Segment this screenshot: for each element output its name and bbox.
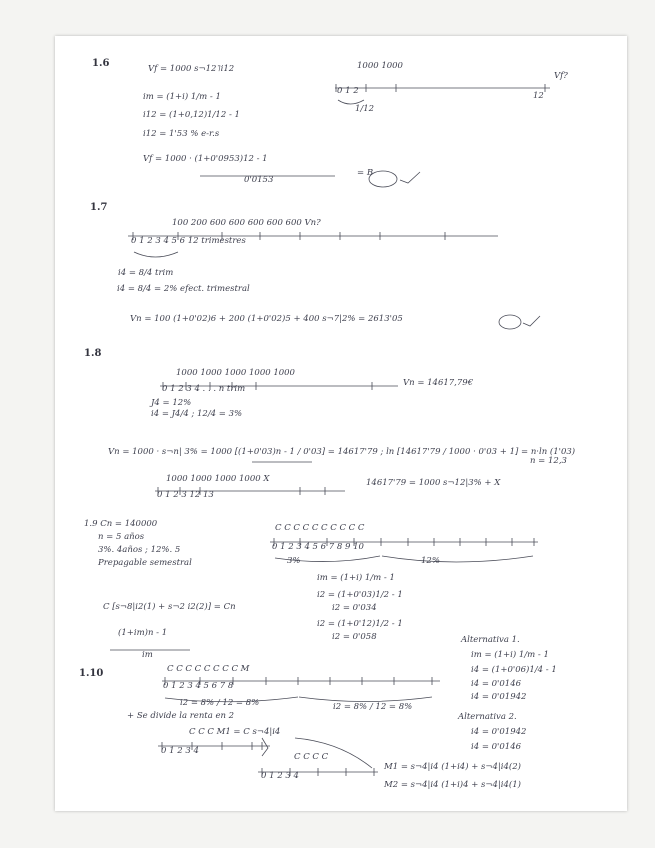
handwritten-line: C C C C [294, 752, 329, 762]
exercise-number: 1.8 [84, 348, 102, 359]
handwritten-line: i4 = (1+0'06)1/4 - 1 [471, 665, 557, 675]
handwritten-line: i4 = 0'0146 [471, 679, 522, 689]
answer-circle-1-7 [499, 315, 521, 329]
handwritten-line: 0 1 2 3 4 [161, 746, 199, 756]
handwritten-line: im = (1+i) 1/m - 1 [317, 573, 395, 583]
handwritten-line: 1000 1000 1000 1000 X [166, 474, 270, 484]
handwritten-line: C C C C C C C C M [167, 664, 250, 674]
handwritten-line: n = 12,3 [530, 456, 567, 466]
handwritten-line: (1+im)n - 1 [118, 628, 168, 638]
handwritten-line: Vf? [554, 71, 568, 81]
handwritten-line: i4 = 0'01942 [471, 692, 527, 702]
handwritten-line: Alternativa 2. [458, 712, 517, 722]
handwritten-line: Alternativa 1. [461, 635, 520, 645]
handwritten-line: M1 = s¬4|i4 (1+i4) + s¬4|i4(2) [384, 762, 521, 772]
handwritten-line: Vn = 14617,79€ [403, 378, 474, 388]
exercise-number: 1.6 [92, 58, 110, 69]
handwritten-line: i2 = (1+0'03)1/2 - 1 [317, 590, 403, 600]
handwritten-line: C [s¬8|i2(1) + s¬2 i2(2)] = Cn [103, 602, 236, 612]
handwritten-line: 0 1 2 3 12 13 [157, 490, 214, 500]
handwritten-line: 12 [533, 91, 544, 101]
handwritten-line: i2 = 8% / 12 = 8% [180, 698, 260, 708]
handwritten-line: 0 1 2 3 4 [261, 771, 299, 781]
handwritten-line: i2 = (1+0'12)1/2 - 1 [317, 619, 403, 629]
handwritten-line: + Se divide la renta en 2 [127, 711, 235, 721]
handwritten-line: i4 = 8/4 = 2% efect. trimestral [117, 284, 250, 294]
handwritten-line: Vn = 1000 · s¬n| 3% = 1000 [(1+0'03)n - 1 / 0'03] = 14617'79 ; ln [14617'79 / 1000 · 0'03 + 1] = n·ln (1'03) [108, 447, 576, 457]
handwritten-line: C C C C C C C C C C [275, 523, 365, 533]
handwritten-line: im = (1+i) 1/m - 1 [471, 650, 549, 660]
handwritten-line: i2 = 0'034 [332, 603, 377, 613]
handwritten-line: 0 1 2 3 4 5 6 7 8 9 10 [272, 542, 364, 552]
handwritten-line: 1/12 [355, 104, 375, 114]
handwritten-line: im [142, 650, 153, 660]
handwritten-line: 3%. 4años ; 12%. 5 [98, 545, 181, 555]
handwritten-line: n = 5 años [98, 532, 145, 542]
handwritten-line: im = (1+i) 1/m - 1 [143, 92, 221, 102]
handwritten-line: Prepagable semestral [98, 558, 192, 568]
handwritten-line: 0 1 2 3 4 . . . n trim [162, 384, 246, 394]
handwritten-line: i4 = 0'0146 [471, 742, 522, 752]
handwritten-line: i4 = 8/4 trim [118, 268, 174, 278]
handwritten-line: i12 = (1+0,12)1/12 - 1 [143, 110, 240, 120]
handwritten-line: 1.9 Cn = 140000 [84, 519, 158, 529]
handwritten-line: Vf = 1000 s¬12˥i12 [148, 64, 235, 74]
handwritten-line: 14617'79 = 1000 s¬12|3% + X [366, 478, 501, 488]
handwritten-line: i2 = 8% / 12 = 8% [333, 702, 413, 712]
handwritten-line: 1000 1000 [357, 61, 403, 71]
handwritten-line: i12 = 1'53 % e-r.s [143, 129, 220, 139]
handwritten-line: 0 1 2 3 4 5 6 7 8 [163, 681, 234, 691]
handwritten-line: C C C M1 = C s¬4|i4 [189, 727, 281, 737]
handwritten-line: 0 1 2 [337, 86, 359, 96]
handwritten-line: Vn = 100 (1+0'02)6 + 200 (1+0'02)5 + 400 s¬7|2% = 2613'05 [130, 314, 403, 324]
handwritten-line: 12% [421, 556, 440, 566]
exercise-number: 1.10 [79, 668, 104, 679]
handwritten-line: M2 = s¬4|i4 (1+i)4 + s¬4|i4(1) [384, 780, 521, 790]
handwritten-line: 0 1 2 3 4 5 6 12 trimestres [131, 236, 246, 246]
handwritten-line: 3% [287, 556, 301, 566]
handwritten-line: 100 200 600 600 600 600 600 Vn? [172, 218, 321, 228]
handwritten-line: 1000 1000 1000 1000 1000 [176, 368, 295, 378]
exercise-number: 1.7 [90, 202, 108, 213]
handwritten-line: J4 = 12% [151, 398, 192, 408]
answer-circle-1-6 [369, 171, 397, 187]
handwritten-line: i4 = 0'01942 [471, 727, 527, 737]
handwritten-line: 0'0153 [244, 175, 274, 185]
handwritten-line: i4 = J4/4 ; 12/4 = 3% [151, 409, 243, 419]
handwritten-line: i2 = 0'058 [332, 632, 377, 642]
handwritten-line: Vf = 1000 · (1+0'0953)12 - 1 [143, 154, 268, 164]
handwritten-line: = B [357, 168, 374, 178]
